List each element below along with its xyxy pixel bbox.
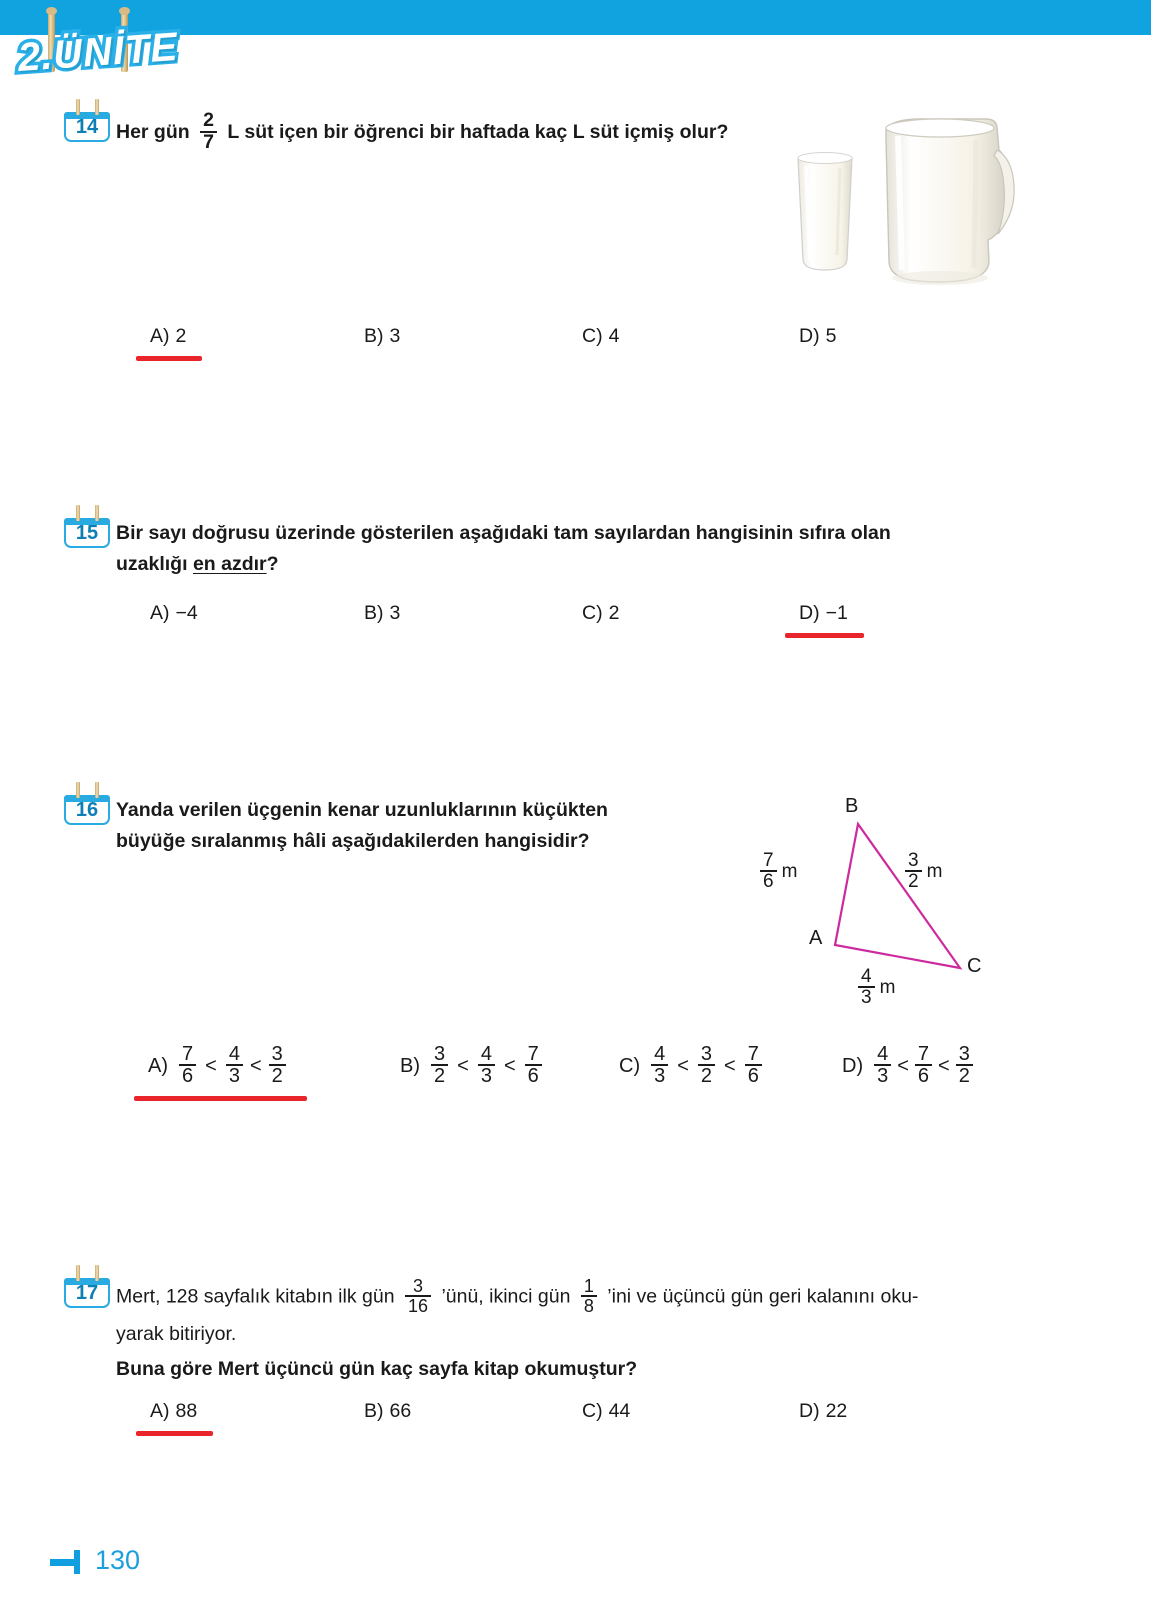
- triangle-figure: [745, 790, 1030, 1015]
- option-16-c[interactable]: C) $\frac{4}{3}$ < $\frac{3}{2}$ < $\frac{7}{6}$: [619, 1045, 767, 1088]
- option-14-a[interactable]: A) 2: [150, 325, 187, 347]
- q14-text-after: L süt içen bir öğrenci bir haftada kaç L süt içmiş olur?: [227, 121, 729, 144]
- question-number-badge: [64, 518, 110, 548]
- page-number: 130: [95, 1545, 141, 1575]
- question-number: 17: [75, 1282, 99, 1304]
- pin-icon: [95, 505, 99, 521]
- option-15-b[interactable]: B) 3: [364, 602, 401, 624]
- option-15-d[interactable]: D) −1: [799, 602, 848, 624]
- question-number-badge: [64, 1278, 110, 1308]
- q15-line2-before: uzaklığı: [116, 553, 193, 575]
- option-16-b[interactable]: B) $\frac{3}{2}$ < $\frac{4}{3}$ < $\frac{7}{6}$: [400, 1045, 547, 1088]
- q17-line2: yarak bitiriyor.: [116, 1322, 237, 1345]
- option-14-c[interactable]: C) 4: [582, 325, 620, 347]
- milk-illustration: [790, 110, 1020, 310]
- option-16-a[interactable]: A) $\frac{7}{6}$ < $\frac{4}{3}$ < $\frac{3}{2}$: [148, 1045, 291, 1088]
- fraction-3-16: $\frac{3}{16}$: [405, 1277, 431, 1316]
- q17-seg2: ’ünü, ikinci gün: [441, 1285, 571, 1308]
- fraction-2-7: $\frac{2}{7}$: [200, 111, 217, 153]
- q15-line2-after: ?: [266, 553, 279, 575]
- milk-glass: [798, 153, 852, 271]
- question-number: 16: [75, 799, 99, 821]
- question-number-badge: [64, 112, 110, 142]
- question-number: 15: [75, 522, 99, 544]
- q17-seg1: Mert, 128 sayfalık kitabın ilk gün: [116, 1285, 395, 1308]
- vertex-label-a: A: [809, 927, 823, 949]
- option-14-b[interactable]: B) 3: [364, 325, 401, 347]
- pin-icon: [76, 505, 80, 521]
- footer-tick: [74, 1550, 80, 1574]
- q15-line1: Bir sayı doğrusu üzerinde gösterilen aşağıdaki tam sayılardan hangisinin sıfıra olan: [116, 522, 891, 544]
- option-15-a[interactable]: A) −4: [150, 602, 198, 624]
- q17-line3: Buna göre Mert üçüncü gün kaç sayfa kitap okumuştur?: [116, 1357, 638, 1380]
- option-17-d[interactable]: D) 22: [799, 1400, 848, 1422]
- unit-badge: [18, 8, 178, 96]
- pin-icon: [95, 1265, 99, 1281]
- pin-icon: [76, 1265, 80, 1281]
- milk-jug: [886, 119, 1014, 285]
- q15-emphasis: en azdır: [192, 553, 267, 575]
- option-16-d[interactable]: D) $\frac{4}{3}$ < $\frac{7}{6}$ < $\frac{3}{2}$: [842, 1045, 978, 1088]
- option-15-c[interactable]: C) 2: [582, 602, 620, 624]
- side-label-bc: $\frac{3}{2}$ m: [900, 852, 942, 893]
- q14-text-before: Her gün: [116, 121, 190, 144]
- side-label-ab: $\frac{7}{6}$ m: [755, 852, 797, 893]
- option-17-a[interactable]: A) 88: [150, 1400, 198, 1422]
- option-17-c[interactable]: C) 44: [582, 1400, 631, 1422]
- option-14-d[interactable]: D) 5: [799, 325, 837, 347]
- pin-icon: [76, 99, 80, 115]
- question-text: [116, 795, 716, 857]
- vertex-label-b: B: [845, 795, 859, 817]
- unit-label: 2.ÜNİTE: [16, 24, 180, 80]
- pin-icon: [76, 782, 80, 798]
- option-17-b[interactable]: B) 66: [364, 1400, 412, 1422]
- vertex-label-c: C: [967, 955, 982, 977]
- pin-icon: [95, 782, 99, 798]
- pin-icon: [95, 99, 99, 115]
- question-text: [116, 1278, 1116, 1385]
- question-text: [116, 109, 876, 154]
- q16-line1: Yanda verilen üçgenin kenar uzunluklarının küçükten: [116, 799, 608, 821]
- question-number-badge: [64, 795, 110, 825]
- question-number: 14: [75, 116, 99, 138]
- fraction-1-8: $\frac{1}{8}$: [581, 1277, 597, 1316]
- q17-seg3: ’ini ve üçüncü gün geri kalanını oku-: [607, 1285, 919, 1308]
- question-text: [116, 518, 1046, 580]
- side-label-ac: $\frac{4}{3}$ m: [853, 968, 895, 1009]
- q16-line2: büyüğe sıralanmış hâli aşağıdakilerden hangisidir?: [116, 830, 590, 852]
